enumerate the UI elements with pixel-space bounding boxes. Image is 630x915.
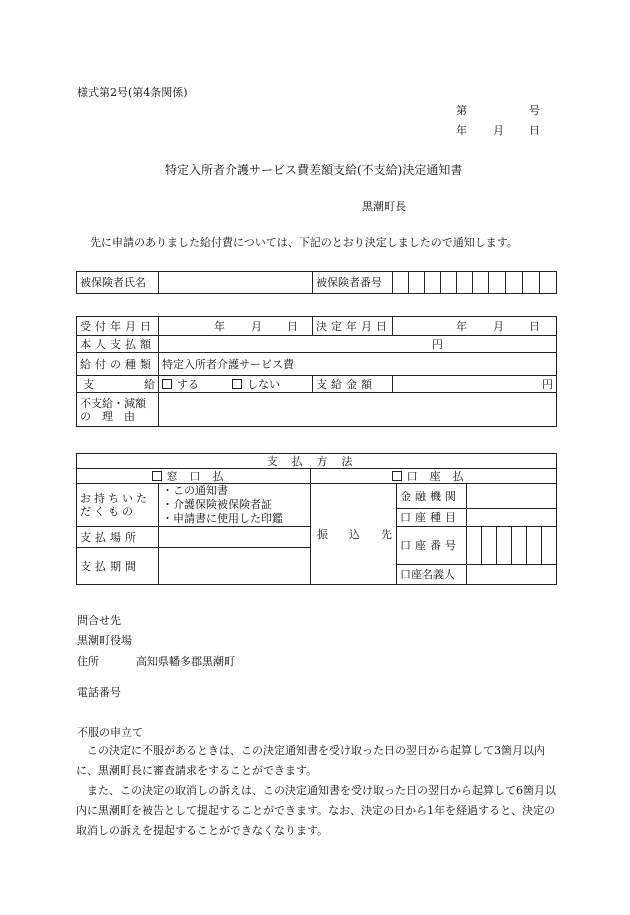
appeal-body	[76, 741, 560, 841]
decision-date-label: 決定年月日	[313, 317, 393, 336]
insured-number-digit[interactable]	[393, 272, 409, 294]
receipt-month: 月	[251, 319, 262, 333]
decision-day: 日	[529, 319, 540, 333]
payment-place-label: 支払場所	[77, 527, 159, 548]
account-number-digit[interactable]	[467, 527, 482, 565]
date-month: 月	[493, 124, 504, 137]
account-number-digit[interactable]	[542, 527, 557, 565]
insured-number-digit[interactable]	[523, 272, 540, 294]
account-number-digit[interactable]	[512, 527, 527, 565]
bring-item: ・この通知書	[162, 484, 228, 497]
insured-number-digit[interactable]	[473, 272, 489, 294]
contact-label: 問合せ先	[77, 614, 121, 627]
decision-year: 年	[456, 319, 467, 333]
bring-items-label: お持ちいた だくもの	[77, 484, 159, 527]
account-type-label: 口座種目	[397, 509, 467, 527]
bank-label: 金融機関	[397, 484, 467, 509]
address-label: 住所	[77, 655, 99, 668]
payment-place-field[interactable]	[159, 527, 311, 548]
payment-options	[159, 376, 313, 393]
insured-name-field[interactable]	[159, 272, 313, 294]
receipt-day: 日	[287, 319, 298, 333]
appeal-paragraph-1: この決定に不服があるときは、この決定通知書を受け取った日の翌日から起算して3箇月以内に、黒潮町長に審査請求をすることができます。	[76, 744, 545, 777]
appeal-paragraph-2: また、この決定の取消しの訴えは、この決定通知書を受け取った日の翌日から起算して6箇月以内に黒潮町を被告として提起することができます。なお、決定の日から1年を経過すると、決定の取消しの訴えを提起することができなくなります。	[76, 784, 556, 837]
date-year: 年	[456, 124, 467, 137]
bring-items-list	[159, 484, 311, 527]
receipt-date-label: 受付年月日	[77, 317, 159, 336]
contact-office: 黒潮町役場	[77, 634, 132, 647]
insured-name-label: 被保険者氏名	[77, 272, 159, 294]
address-value: 高知県幡多郡黒潮町	[136, 655, 235, 668]
decision-date-field[interactable]	[393, 317, 557, 336]
amount-field[interactable]	[393, 376, 557, 393]
window-payment-option[interactable]: 窓口払	[77, 469, 311, 484]
reason-field[interactable]	[159, 393, 557, 427]
insured-number-digit[interactable]	[409, 272, 425, 294]
self-pay-label: 本人支払額	[77, 336, 159, 353]
account-number-digit[interactable]	[497, 527, 512, 565]
option-no-checkbox[interactable]: しない	[232, 378, 280, 391]
account-number-digit[interactable]	[482, 527, 497, 565]
appeal-title: 不服の申立て	[77, 726, 143, 739]
payment-method-table	[76, 453, 557, 585]
insured-number-digit[interactable]	[425, 272, 441, 294]
receipt-date-field[interactable]	[159, 317, 313, 336]
insured-number-digit[interactable]	[540, 272, 557, 294]
bring-item: ・介護保険被保険者証	[162, 498, 272, 511]
payment-period-field[interactable]	[159, 548, 311, 585]
payment-method-title: 支払方法	[77, 454, 557, 469]
insured-number-digit[interactable]	[506, 272, 523, 294]
phone-label: 電話番号	[77, 686, 121, 699]
intro-text: 先に申請のありました給付費については、下記のとおり決定しましたので通知します。	[90, 236, 518, 249]
transfer-label: 振 込 先	[311, 484, 397, 585]
option-yes-checkbox[interactable]: する	[162, 378, 199, 391]
payment-period-label: 支払期間	[77, 548, 159, 585]
doc-number-suffix: 号	[529, 104, 540, 117]
decision-month: 月	[493, 319, 504, 333]
amount-yen: 円	[542, 377, 553, 391]
date-day: 日	[529, 124, 540, 137]
insured-number-digit[interactable]	[441, 272, 457, 294]
receipt-year: 年	[214, 319, 225, 333]
amount-label: 支給金額	[313, 376, 393, 393]
issuer: 黒潮町長	[362, 200, 406, 213]
bank-field[interactable]	[467, 484, 557, 509]
insured-number-digit[interactable]	[457, 272, 473, 294]
account-payment-option[interactable]: 口座払	[311, 469, 557, 484]
form-number: 様式第2号(第4条関係)	[77, 86, 188, 99]
document-title: 特定入所者介護サービス費差額支給(不支給)決定通知書	[165, 163, 463, 177]
bring-item: ・申請書に使用した印鑑	[162, 512, 283, 525]
payment-label: 支 給	[77, 376, 159, 393]
self-pay-yen: 円	[432, 337, 443, 351]
decision-table	[76, 316, 557, 427]
benefit-type-value: 特定入所者介護サービス費	[159, 353, 557, 376]
account-type-field[interactable]	[467, 509, 557, 527]
insured-number-digit[interactable]	[489, 272, 506, 294]
account-holder-label: 口座名義人	[397, 565, 467, 585]
insured-table	[76, 271, 557, 294]
reason-label: 不支給・減額 の 理 由	[77, 393, 159, 427]
account-number-digit[interactable]	[527, 527, 542, 565]
account-holder-field[interactable]	[467, 565, 557, 585]
doc-number-prefix: 第	[456, 104, 467, 117]
benefit-type-label: 給付の種類	[77, 353, 159, 376]
self-pay-field[interactable]	[159, 336, 557, 353]
account-number-label: 口座番号	[397, 527, 467, 565]
insured-number-label: 被保険者番号	[313, 272, 393, 294]
